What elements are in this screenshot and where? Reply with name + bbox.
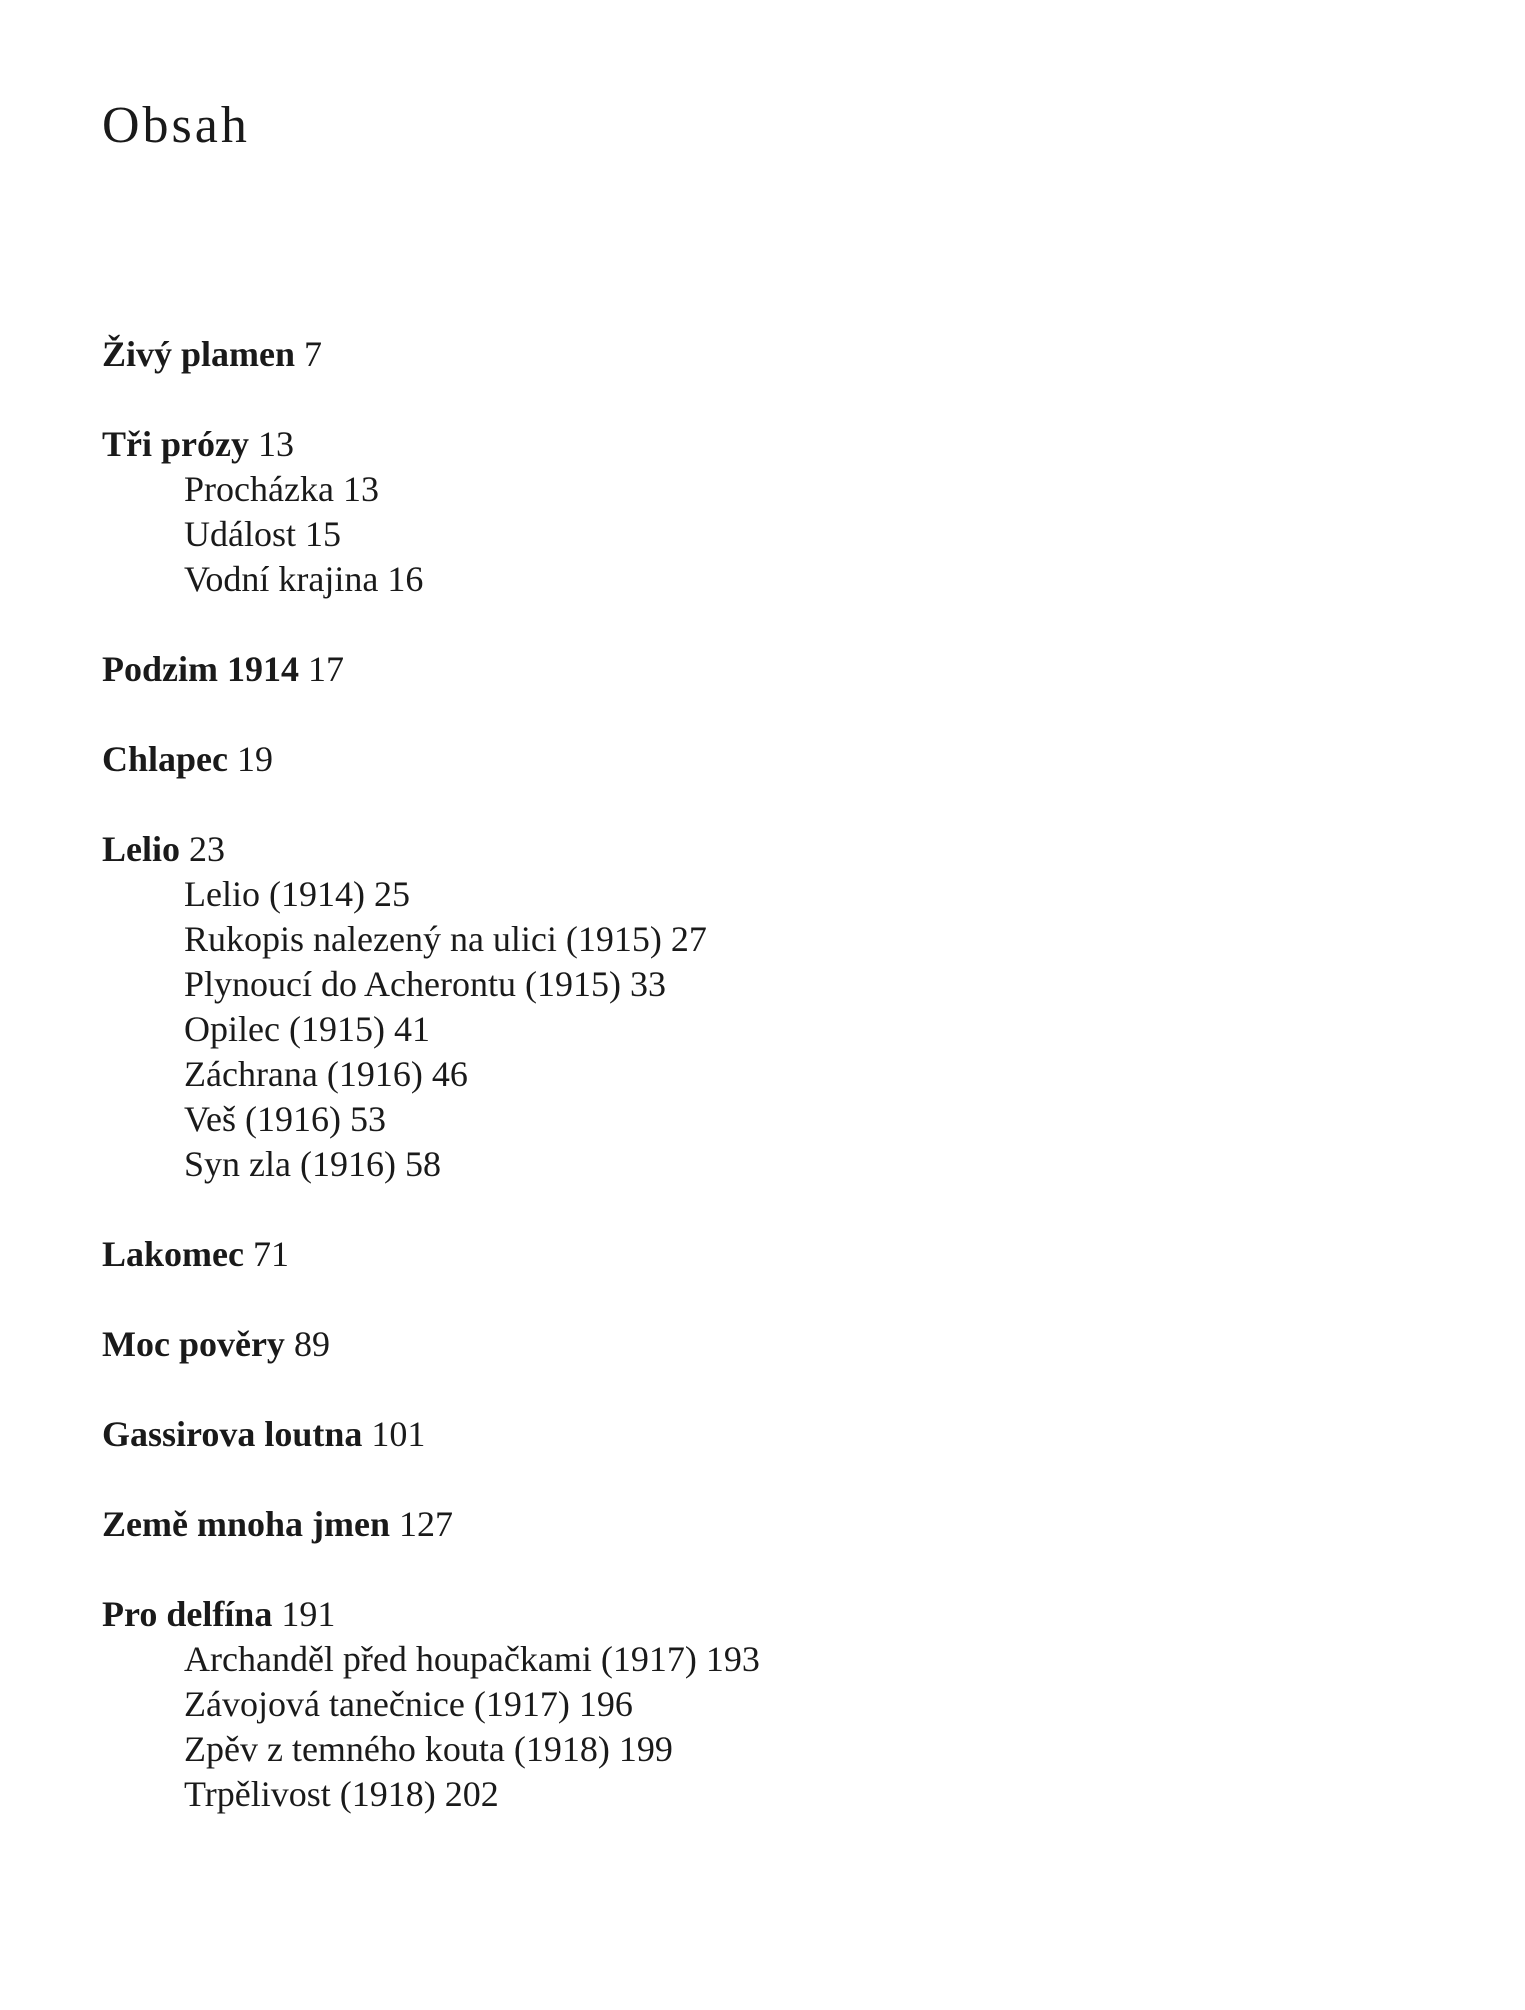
toc-subitem-title: Archanděl před houpačkami (1917) [184, 1639, 697, 1679]
toc-subitem [102, 1097, 1402, 1142]
page-title: Obsah [102, 97, 250, 154]
toc-page-number: 7 [304, 334, 323, 374]
toc-subitem-page-number: 25 [373, 874, 410, 914]
toc-title: Moc pověry [102, 1324, 285, 1364]
toc-subitem-page-number: 202 [444, 1774, 499, 1814]
toc-main-line [102, 1232, 1402, 1277]
toc-main-line [102, 1502, 1402, 1547]
toc-main-line [102, 737, 1402, 782]
toc-subitem-page-number: 15 [305, 514, 341, 554]
toc-page-number: 19 [237, 739, 273, 779]
toc-subitem-page-number: 41 [393, 1009, 430, 1049]
toc-main-line [102, 827, 1402, 872]
toc-subitem-title: Rukopis nalezený na ulici (1915) [184, 919, 662, 959]
toc-subitem [102, 1772, 1402, 1817]
toc-subitem [102, 1007, 1402, 1052]
toc-entry [102, 1322, 1402, 1367]
toc-title: Pro delfína [102, 1594, 273, 1634]
toc-subitem [102, 917, 1402, 962]
toc-title: Lelio [102, 829, 180, 869]
toc-subitem [102, 467, 1402, 512]
toc-subitem-title: Trpělivost (1918) [184, 1774, 436, 1814]
toc-subitem-title: Opilec (1915) [184, 1009, 385, 1049]
toc-title: Chlapec [102, 739, 228, 779]
toc-main-line [102, 647, 1402, 692]
toc-subitem-page-number: 46 [431, 1054, 468, 1094]
toc-page-number: 13 [257, 424, 294, 464]
toc-main-line [102, 332, 1402, 377]
toc-subitem-title: Závojová tanečnice (1917) [184, 1684, 570, 1724]
toc-subitem-page-number: 58 [404, 1144, 441, 1184]
toc-main-line [102, 422, 1402, 467]
toc-title: Živý plamen [102, 334, 296, 374]
toc-subitem [102, 872, 1402, 917]
toc-subitem [102, 512, 1402, 557]
document-page [102, 0, 1442, 2010]
toc-subitem [102, 1682, 1402, 1727]
toc-subitem-title: Syn zla (1916) [184, 1144, 396, 1184]
toc-subitem-title: Lelio (1914) [184, 874, 365, 914]
toc-subitem-page-number: 53 [349, 1099, 386, 1139]
toc-entry [102, 647, 1402, 692]
toc-subitem [102, 1142, 1402, 1187]
toc-entry [102, 422, 1402, 602]
toc-page-number: 23 [189, 829, 225, 869]
toc-page-number: 191 [281, 1594, 336, 1634]
toc-page-number: 71 [252, 1234, 289, 1274]
toc-title: Gassirova loutna [102, 1414, 363, 1454]
toc-subitem-page-number: 193 [705, 1639, 760, 1679]
toc-page-number: 127 [398, 1504, 453, 1544]
toc-subitem-page-number: 199 [618, 1729, 673, 1769]
toc-page-number: 17 [307, 649, 344, 689]
toc-subitem-title: Veš (1916) [184, 1099, 341, 1139]
toc-title: Lakomec [102, 1234, 244, 1274]
toc-title: Země mnoha jmen [102, 1504, 390, 1544]
toc-entry [102, 737, 1402, 782]
toc-subitem [102, 1052, 1402, 1097]
toc-entry [102, 1502, 1402, 1547]
toc-page-number: 101 [371, 1414, 426, 1454]
toc-main-line [102, 1322, 1402, 1367]
toc-subitem-page-number: 196 [578, 1684, 633, 1724]
toc-subitem-title: Zpěv z temného kouta (1918) [184, 1729, 610, 1769]
toc-subitem-page-number: 16 [387, 559, 424, 599]
toc-entry [102, 827, 1402, 1187]
toc-subitem [102, 1727, 1402, 1772]
toc-subitem-title: Záchrana (1916) [184, 1054, 423, 1094]
toc-subitem-page-number: 33 [629, 964, 666, 1004]
toc-title: Podzim 1914 [102, 649, 299, 689]
toc-subitem [102, 962, 1402, 1007]
toc-title: Tři prózy [102, 424, 249, 464]
toc-entry [102, 1232, 1402, 1277]
toc-subitem-title: Vodní krajina [184, 559, 379, 599]
toc-subitem-page-number: 13 [342, 469, 379, 509]
toc-main-line [102, 1592, 1402, 1637]
toc-subitem-title: Plynoucí do Acherontu (1915) [184, 964, 621, 1004]
toc-entry [102, 1412, 1402, 1457]
toc-subitem-page-number: 27 [670, 919, 707, 959]
toc-subitem-title: Událost [184, 514, 296, 554]
toc-subitem-title: Procházka [184, 469, 334, 509]
toc-entry [102, 1592, 1402, 1817]
toc-subitem [102, 557, 1402, 602]
table-of-contents [102, 332, 1402, 1862]
toc-subitem [102, 1637, 1402, 1682]
toc-page-number: 89 [293, 1324, 330, 1364]
toc-main-line [102, 1412, 1402, 1457]
toc-entry [102, 332, 1402, 377]
